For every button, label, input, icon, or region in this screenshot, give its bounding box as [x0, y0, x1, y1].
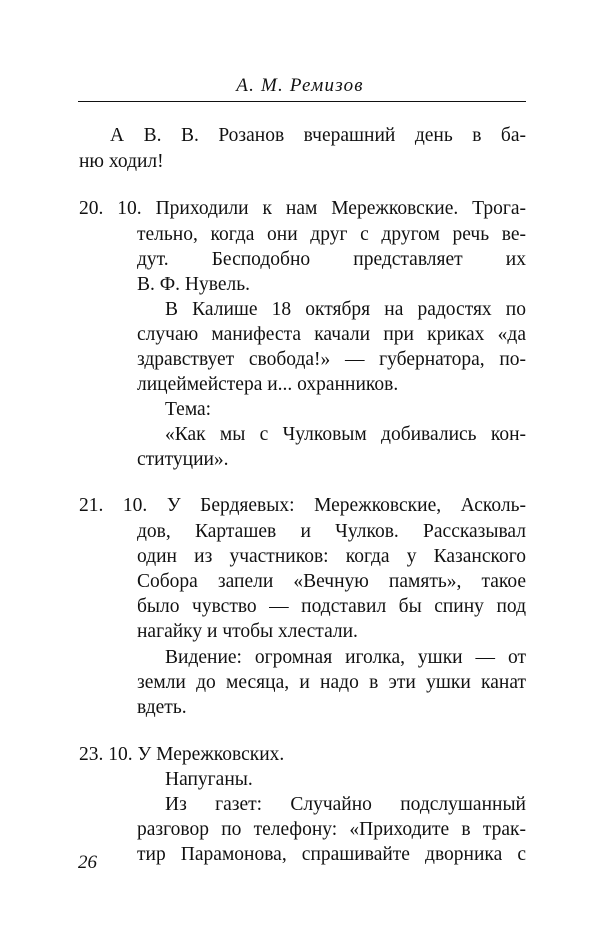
body-line: разговор по телефону: «Приходите в трак-	[137, 819, 526, 840]
body-line: Собора запели «Вечную память», такое	[137, 571, 526, 592]
page-number: 26	[78, 852, 97, 873]
body-line: 20. 10. Приходили к нам Мережковские. Трога-	[79, 198, 526, 219]
body-line: один из участников: когда у Казанского	[137, 546, 526, 567]
body-line: ституции».	[137, 449, 229, 470]
body-line: В. Ф. Нувель.	[137, 274, 250, 295]
body-line: лицеймейстера и... охранников.	[137, 374, 399, 395]
body-line: случаю манифеста качали при криках «да	[137, 324, 526, 345]
body-line: здравствует свобода!» — губернатора, по-	[137, 349, 526, 370]
body-line: земли до месяца, и надо в эти ушки канат	[137, 672, 526, 693]
body-line: тир Парамонова, спрашивайте дворника с	[137, 844, 526, 865]
body-line: Видение: огромная иголка, ушки — от	[165, 647, 526, 668]
body-line: вдеть.	[137, 697, 187, 718]
body-line: Из газет: Случайно подслушанный	[165, 794, 526, 815]
body-line: 21. 10. У Бердяевых: Мережковские, Асколь-	[79, 495, 526, 516]
body-line: Тема:	[165, 399, 212, 420]
body-line: А В. В. Розанов вчерашний день в ба-	[110, 125, 526, 146]
body-line: ню ходил!	[79, 151, 164, 172]
running-title: А. М. Ремизов	[236, 75, 364, 96]
body-line: Напуганы.	[165, 769, 253, 790]
body-line: дут. Бесподобно представляет их	[137, 249, 526, 270]
body-line: дов, Карташев и Чулков. Рассказывал	[137, 521, 526, 542]
body-line: 23. 10. У Мережковских.	[79, 744, 285, 765]
header-rule	[78, 101, 526, 102]
body-line: было чувство — подставил бы спину под	[137, 596, 526, 617]
body-line: В Калише 18 октября на радостях по	[165, 299, 526, 320]
body-line: тельно, когда они друг с другом речь ве-	[137, 224, 526, 245]
body-line: «Как мы с Чулковым добивались кон-	[165, 424, 526, 445]
body-line: нагайку и чтобы хлестали.	[137, 621, 358, 642]
